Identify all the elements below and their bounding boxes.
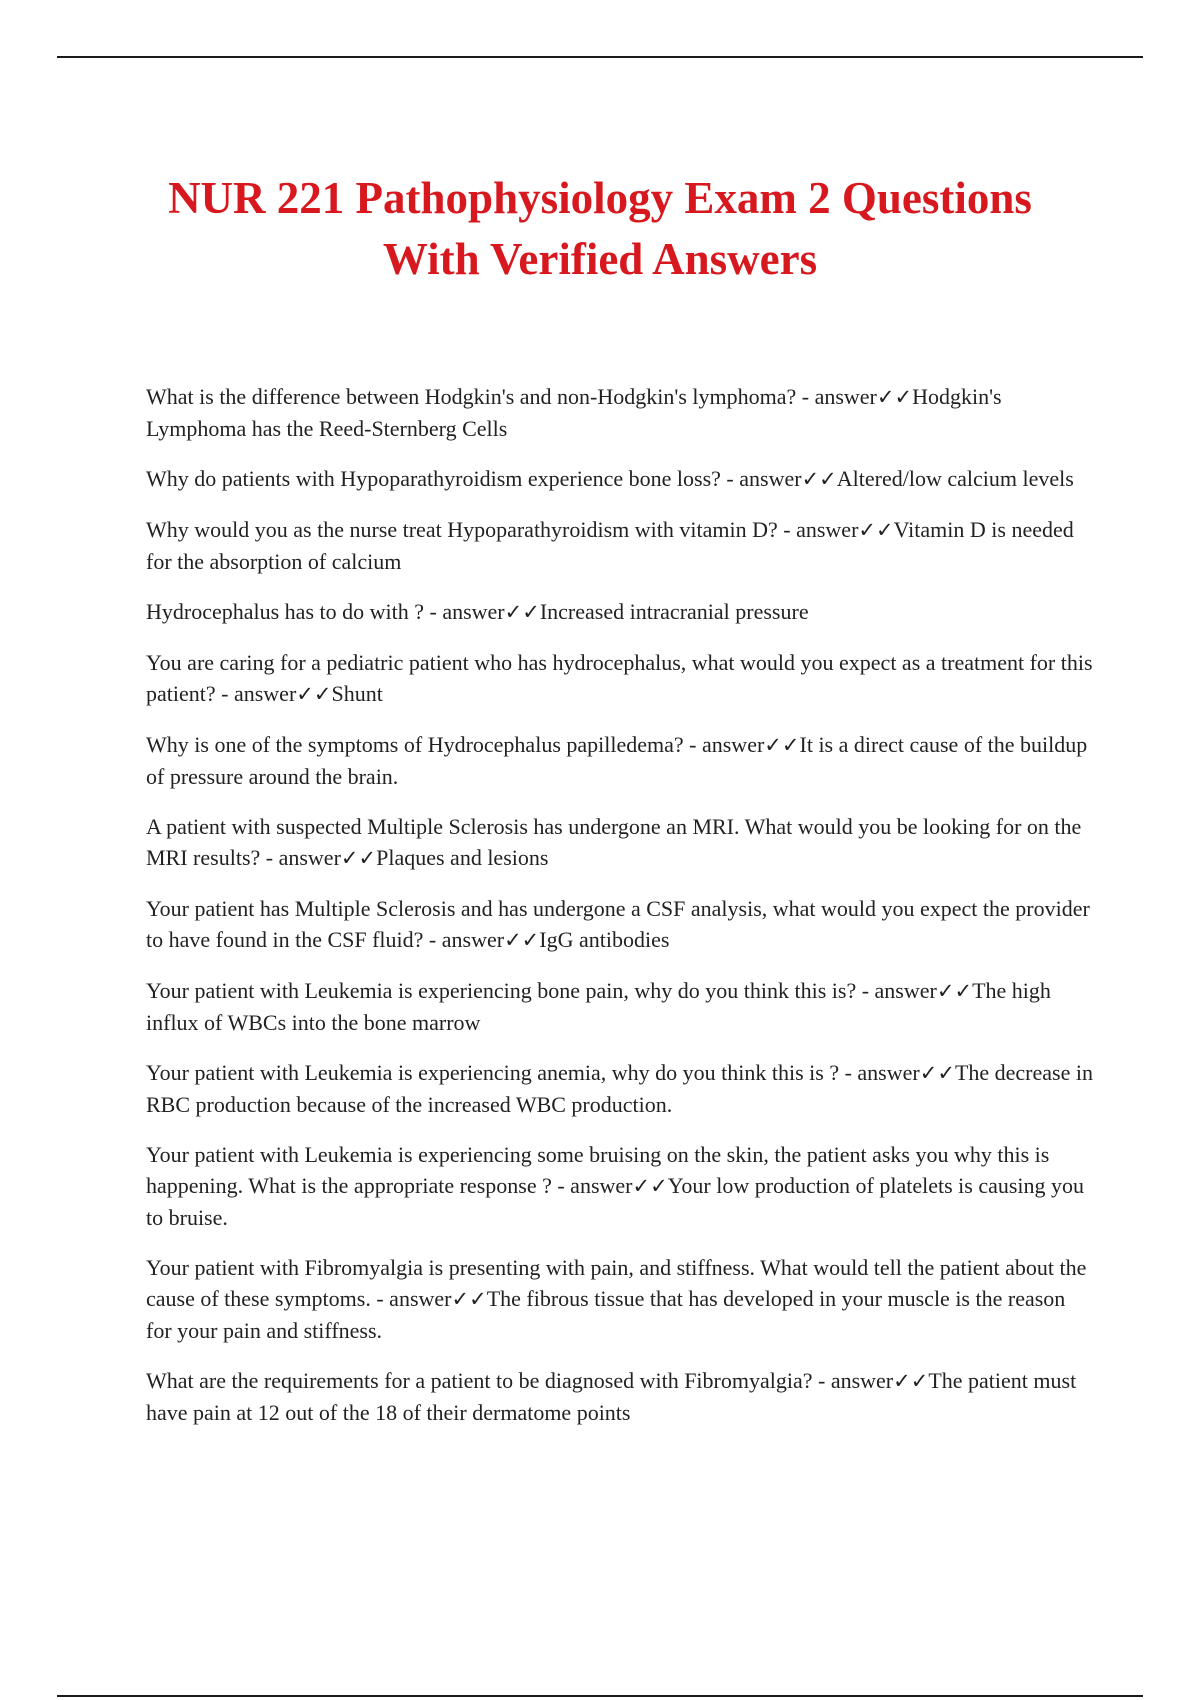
answer-text: Your low production of platelets is causing you to bruise. [146,1173,1085,1230]
question-text: Your patient with Fibromyalgia is presenting with pain, and stiffness. What would tell the patient about the cause of these symptoms. [146,1255,1087,1311]
title-line-2: With Verified Answers [382,234,818,284]
answer-text: The decrease in RBC production because of the increased WBC production. [146,1060,1093,1117]
question-text: Your patient has Multiple Sclerosis and has undergone a CSF analysis, what would you expect the provider to have found in the CSF fluid? [146,896,1090,952]
qa-item [146,1365,1094,1428]
answer-text: The high influx of WBCs into the bone marrow [146,978,1051,1035]
checkmark-icon: ✓✓ [451,1287,487,1311]
checkmark-icon: ✓✓ [876,385,913,409]
checkmark-icon: ✓✓ [340,846,377,870]
qa-item [146,381,1094,444]
answer-separator: - answer [423,927,505,952]
question-text: A patient with suspected Multiple Sclerosis has undergone an MRI. What would you be looking for on the MRI results? [146,814,1082,870]
answer-text: Vitamin D is needed for the absorption of calcium [146,517,1074,574]
checkmark-icon: ✓✓ [801,467,837,491]
answer-text: Shunt [331,681,383,706]
question-text: Hydrocephalus has to do with ? [146,599,424,624]
question-text: Why is one of the symptoms of Hydrocephalus papilledema? [146,732,684,757]
answer-separator: - answer [260,845,341,870]
answer-separator: - answer [551,1173,633,1198]
bottom-rule [57,1695,1143,1697]
qa-item [146,647,1094,710]
answer-separator: - answer [812,1368,894,1393]
checkmark-icon: ✓✓ [296,682,332,706]
qa-item [146,1057,1094,1120]
qa-item [146,1139,1094,1233]
checkmark-icon: ✓✓ [936,979,973,1003]
answer-text: It is a direct cause of the buildup of pressure around the brain. [146,732,1088,789]
answer-text: Increased intracranial pressure [539,599,809,624]
checkmark-icon: ✓✓ [632,1174,668,1198]
checkmark-icon: ✓✓ [919,1061,955,1085]
answer-separator: - answer [720,466,802,491]
checkmark-icon: ✓✓ [893,1369,929,1393]
qa-item [146,893,1094,956]
answer-separator: - answer [683,732,765,757]
answer-text: The patient must have pain at 12 out of the 18 of their dermatome points [146,1368,1077,1425]
answer-text: IgG antibodies [539,927,670,952]
checkmark-icon: ✓✓ [764,733,800,757]
qa-item [146,596,1094,628]
qa-item [146,463,1094,495]
qa-item [146,729,1094,792]
answer-text: The fibrous tissue that has developed in your muscle is the reason for your pain and stiffness. [146,1286,1066,1343]
qa-item [146,1252,1094,1346]
answer-separator: - answer [215,681,297,706]
question-text: Your patient with Leukemia is experiencing anemia, why do you think this is ? [146,1060,840,1085]
checkmark-icon: ✓✓ [504,600,540,624]
question-text: Your patient with Leukemia is experiencing some bruising on the skin, the patient asks you why this is happening. What is the appropriate response ? [146,1142,1050,1198]
checkmark-icon: ✓✓ [504,928,540,952]
answer-separator: - answer [839,1060,920,1085]
top-rule [57,56,1143,58]
document-title [100,168,1100,290]
answer-separator: - answer [777,517,859,542]
answer-separator: - answer [370,1286,452,1311]
qa-list [146,381,1094,1447]
qa-item [146,514,1094,577]
answer-separator: - answer [424,599,505,624]
answer-separator: - answer [856,978,937,1003]
answer-text: Altered/low calcium levels [836,466,1074,491]
checkmark-icon: ✓✓ [858,518,894,542]
question-text: What is the difference between Hodgkin's and non-Hodgkin's lymphoma? [146,384,797,409]
title-line-1: NUR 221 Pathophysiology Exam 2 Questions [168,173,1032,223]
question-text: Why do patients with Hypoparathyroidism experience bone loss? [146,466,721,491]
answer-separator: - answer [796,384,877,409]
question-text: What are the requirements for a patient to be diagnosed with Fibromyalgia? [146,1368,813,1393]
qa-item [146,811,1094,874]
qa-item [146,975,1094,1038]
answer-text: Plaques and lesions [376,845,549,870]
question-text: Your patient with Leukemia is experiencing bone pain, why do you think this is? [146,978,857,1003]
answer-text: Hodgkin's Lymphoma has the Reed-Sternberg Cells [146,384,1002,441]
question-text: You are caring for a pediatric patient who has hydrocephalus, what would you expect as a treatment for this patient? [146,650,1093,706]
question-text: Why would you as the nurse treat Hypoparathyroidism with vitamin D? [146,517,778,542]
